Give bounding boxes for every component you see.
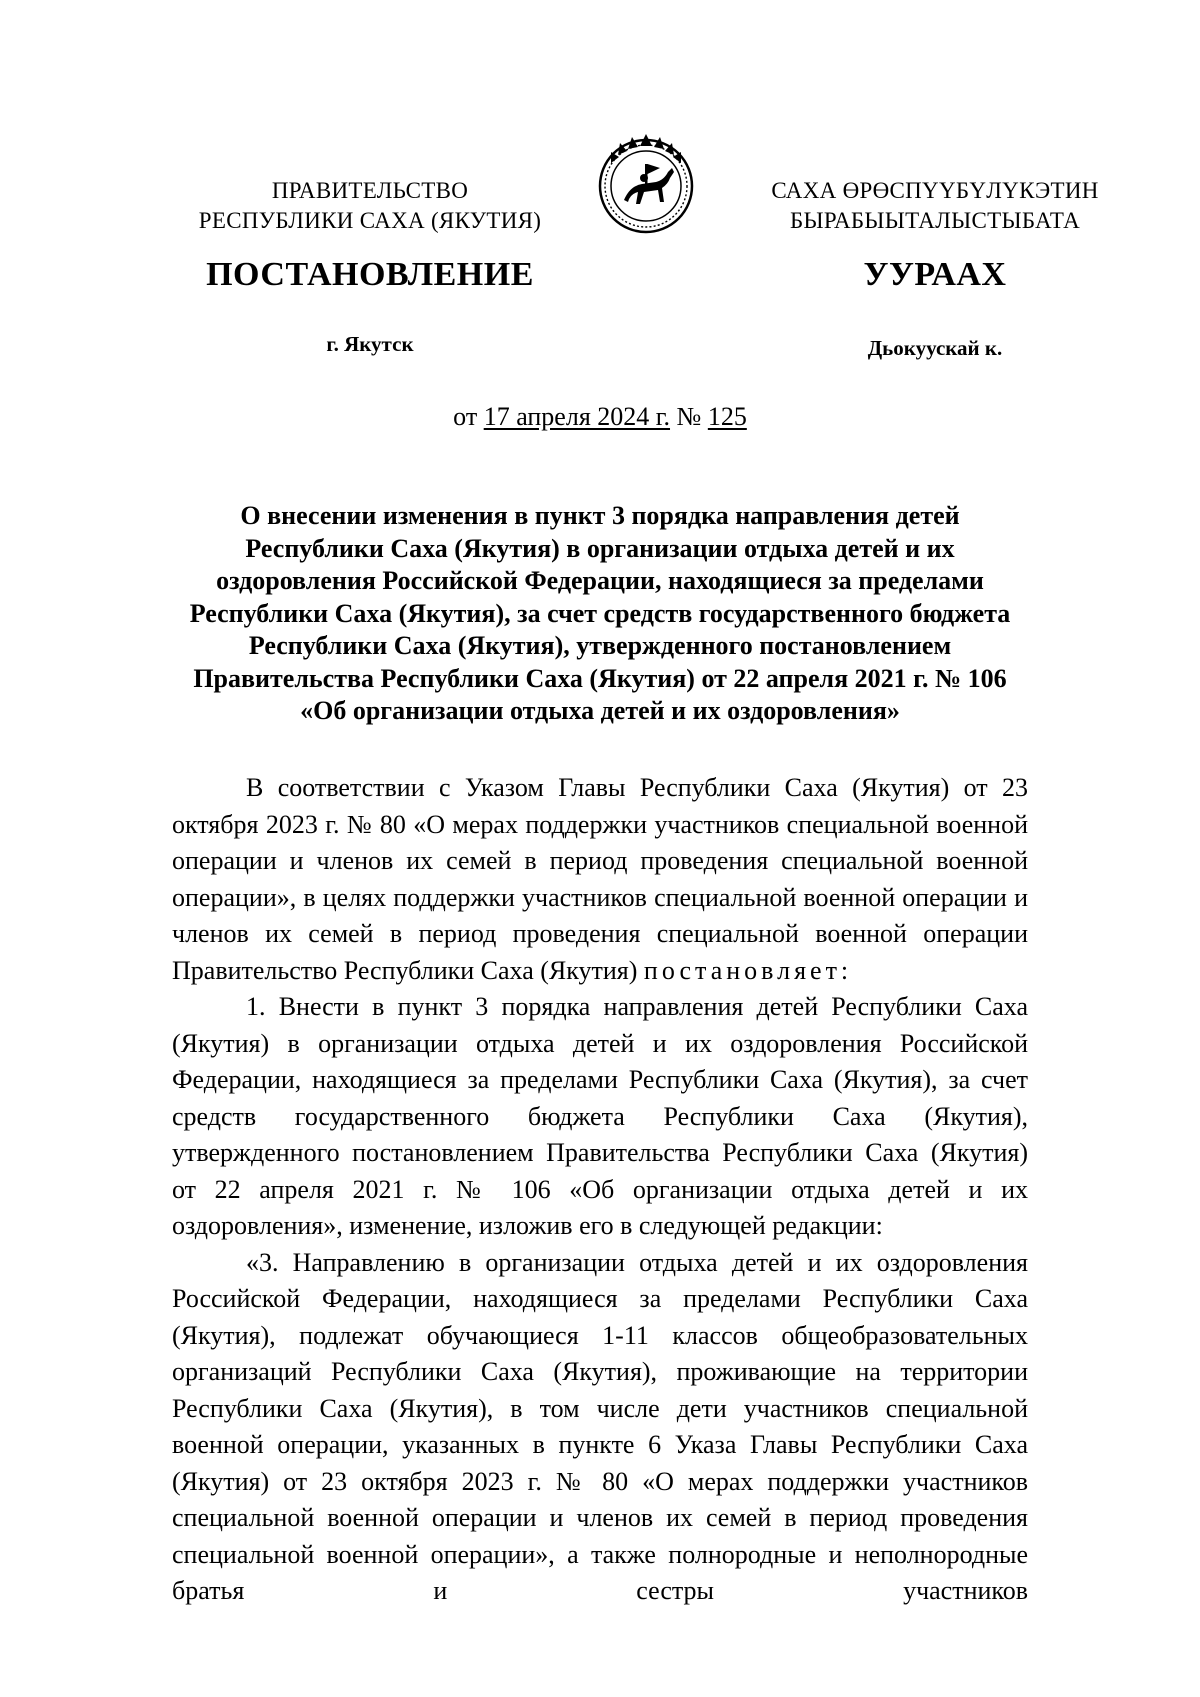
number-sign: №	[670, 402, 708, 431]
document-date: 17 апреля 2024 г.	[483, 402, 671, 431]
title-line: оздоровления Российской Федерации, находящиеся за пределами	[216, 566, 984, 595]
document-number: 125	[707, 402, 747, 431]
body-paragraph-item-3-quote: «3. Направлению в организации отдыха детей и их оздоровления Российской Федерации, находящиеся за пределами Республики Саха (Якутия), подлежат обучающиеся 1-11 классов общеобразовательных организаций Республики Саха (Якутия), проживающие на территории Республики Саха (Якутия), в том числе дети участников специальной военной операции, указанных в пункте 6 Указа Главы Республики Саха (Якутия) от 23 октября 2023 г. № 80 «О мерах поддержки участников специальной военной операции и членов их семей в период проведения специальной военной операции», а также полнородные и неполнородные братья и сестры участников	[172, 1247, 1028, 1605]
coat-of-arms-emblem-icon	[590, 128, 702, 238]
document-title	[160, 500, 1040, 728]
document-type-russian: ПОСТАНОВЛЕНИЕ	[206, 256, 534, 293]
date-prefix: от	[453, 402, 484, 431]
issuer-name-yakut	[735, 176, 1135, 236]
issuer-name-russian	[170, 176, 570, 236]
document-type-yakut: УУРААХ	[863, 256, 1007, 293]
body-paragraph-preamble	[172, 770, 1028, 989]
resolves-keyword: постановляет:	[643, 955, 853, 985]
preamble-text: В соответствии с Указом Главы Республики Саха (Якутия) от 23 октября 2023 г. № 80 «О мерах поддержки участников специальной военной операции и членов их семей в период проведения специальной военной операции», в целях поддержки участников специальной военной операции и членов их семей в период проведения специальной военной операции Правительство Республики Саха (Якутия)	[172, 773, 1028, 985]
body-paragraph-item-1: 1. Внести в пункт 3 порядка направления детей Республики Саха (Якутия) в организации отдыха детей и их оздоровления Российской Федерации, находящиеся за пределами Республики Саха (Якутия), за счет средств государственного бюджета Республики Саха (Якутия), утвержденного постановлением Правительства Республики Саха (Якутия) от 22 апреля 2021 г. № 106 «Об организации отдыха детей и их оздоровления», изменение, изложив его в следующей редакции:	[172, 992, 1028, 1240]
title-line: Республики Саха (Якутия), утвержденного постановлением	[248, 631, 952, 660]
city-russian: г. Якутск	[326, 332, 414, 356]
title-line: Республики Саха (Якутия), за счет средств государственного бюджета	[189, 598, 1011, 628]
title-line: О внесении изменения в пункт 3 порядка направления детей	[240, 501, 960, 530]
issuer-line-2-yakut: БЫРАБЫЫТАЛЫСТЫБАТА	[789, 208, 1081, 233]
title-line: Республики Саха (Якутия) в организации отдыха детей и их	[245, 533, 955, 563]
city-yakut: Дьокуускай к.	[867, 336, 1003, 360]
issuer-line-1-yakut: САХА ӨРӨСПҮҮБҮЛҮКЭТИН	[771, 178, 1099, 203]
title-line: Правительства Республики Саха (Якутия) от 22 апреля 2021 г. № 106	[193, 663, 1007, 693]
document-body	[172, 770, 1028, 1610]
title-line: «Об организации отдыха детей и их оздоровления»	[300, 696, 900, 725]
issuer-line-2: РЕСПУБЛИКИ САХА (ЯКУТИЯ)	[198, 208, 542, 233]
date-and-number-line	[0, 402, 1200, 432]
issuer-line-1: ПРАВИТЕЛЬСТВО	[271, 178, 469, 203]
